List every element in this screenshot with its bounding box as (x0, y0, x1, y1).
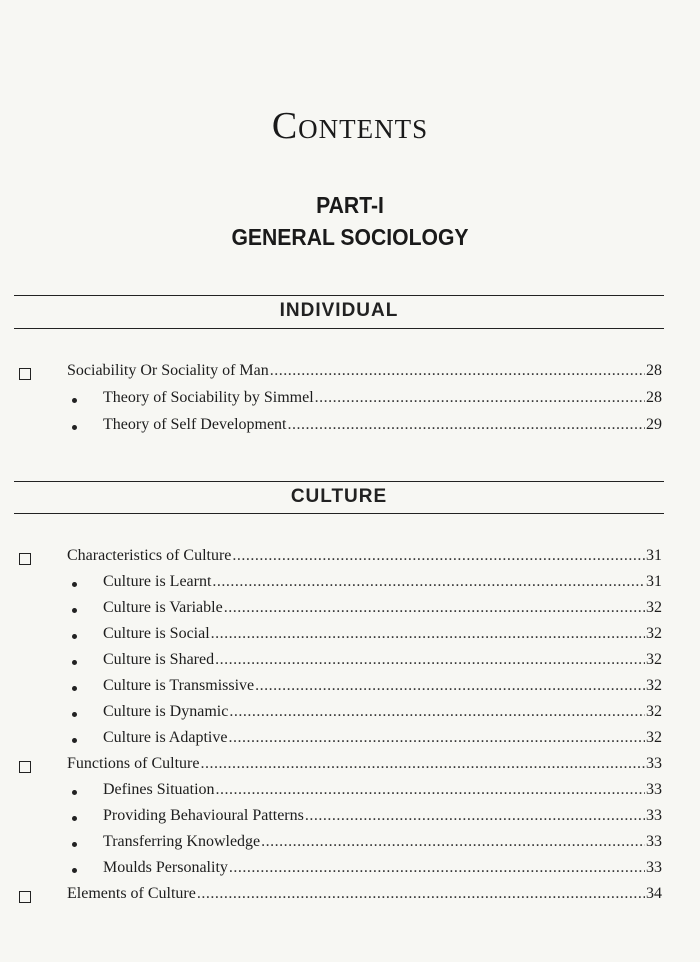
toc-subentry[interactable] (103, 729, 662, 751)
bullet-icon (72, 816, 77, 821)
toc-entry-title: Culture is Learnt (103, 573, 212, 590)
bullet-icon (72, 660, 77, 665)
bullet-icon (72, 398, 77, 403)
dot-leader (216, 781, 645, 799)
toc-subentry[interactable] (103, 625, 662, 647)
dot-leader (212, 573, 645, 591)
toc-subentry[interactable] (103, 703, 662, 725)
toc-entry-title: Culture is Transmissive (103, 677, 255, 694)
toc-entry[interactable] (67, 362, 662, 384)
toc-page-number: 31 (646, 547, 662, 564)
bullet-icon (72, 842, 77, 847)
bullet-icon (72, 686, 77, 691)
toc-entry-title: Culture is Social (103, 625, 210, 642)
section-heading: INDIVIDUAL (279, 300, 399, 321)
toc-entry-title: Culture is Variable (103, 599, 223, 616)
bullet-icon (72, 738, 77, 743)
toc-entry-title: Elements of Culture (67, 885, 196, 902)
part-number: PART-I (316, 192, 384, 218)
part-title: GENERAL SOCIOLOGY (231, 224, 469, 250)
toc-page-number: 32 (646, 625, 662, 642)
toc-subentry[interactable] (103, 599, 662, 621)
toc-entry-title: Defines Situation (103, 781, 215, 798)
toc-entry-title: Moulds Personality (103, 859, 228, 876)
checkbox-icon (19, 553, 31, 565)
dot-leader (288, 416, 646, 434)
toc-page-number: 32 (646, 677, 662, 694)
bullet-icon (72, 425, 77, 430)
dot-leader (200, 755, 645, 773)
toc-entry-title: Functions of Culture (67, 755, 200, 772)
toc-page-number: 33 (646, 781, 662, 798)
section-header-culture (14, 481, 664, 514)
toc-page-number: 28 (646, 389, 662, 406)
toc-page-number: 32 (646, 729, 662, 746)
toc-entry-title: Providing Behavioural Patterns (103, 807, 304, 824)
toc-page-number: 31 (646, 573, 662, 590)
toc-entry-title: Sociability Or Sociality of Man (67, 362, 269, 379)
dot-leader (224, 599, 645, 617)
toc-entry-title: Theory of Self Development (103, 416, 287, 433)
bullet-icon (72, 868, 77, 873)
toc-entry-title: Culture is Shared (103, 651, 215, 668)
toc-subentry[interactable] (103, 573, 662, 595)
checkbox-icon (19, 368, 31, 380)
toc-entry-title: Culture is Adaptive (103, 729, 228, 746)
bullet-icon (72, 790, 77, 795)
toc-page-number: 33 (646, 859, 662, 876)
section-header-individual (14, 295, 664, 329)
dot-leader (232, 547, 645, 565)
dot-leader (261, 833, 645, 851)
section-bottom-rule (14, 513, 664, 514)
toc-subentry[interactable] (103, 651, 662, 673)
toc-entry-title: Culture is Dynamic (103, 703, 229, 720)
bullet-icon (72, 634, 77, 639)
toc-subentry[interactable] (103, 781, 662, 803)
toc-subentry[interactable] (103, 859, 662, 881)
dot-leader (315, 389, 645, 407)
toc-entry[interactable] (67, 547, 662, 569)
section-heading: CULTURE (290, 486, 388, 507)
toc-page-number: 32 (646, 703, 662, 720)
toc-subentry[interactable] (103, 416, 662, 438)
toc-entry-title: Theory of Sociability by Simmel (103, 389, 314, 406)
toc-entry[interactable] (67, 755, 662, 777)
bullet-icon (72, 582, 77, 587)
toc-subentry[interactable] (103, 677, 662, 699)
toc-subentry[interactable] (103, 833, 662, 855)
toc-entry-title: Characteristics of Culture (67, 547, 232, 564)
toc-page-number: 33 (646, 755, 662, 772)
section-bottom-rule (14, 328, 664, 329)
section-top-rule (14, 481, 664, 482)
toc-subentry[interactable] (103, 807, 662, 829)
dot-leader (270, 362, 645, 380)
checkbox-icon (19, 761, 31, 773)
toc-page-number: 32 (646, 599, 662, 616)
toc-page-number: 33 (646, 833, 662, 850)
dot-leader (211, 625, 645, 643)
toc-subentry[interactable] (103, 389, 662, 411)
section-top-rule (14, 295, 664, 296)
toc-page-number: 32 (646, 651, 662, 668)
toc-page-number: 28 (646, 362, 662, 379)
toc-entry-title: Transferring Knowledge (103, 833, 261, 850)
dot-leader (229, 859, 645, 877)
dot-leader (229, 703, 645, 721)
bullet-icon (72, 712, 77, 717)
toc-page-number: 34 (646, 885, 662, 902)
dot-leader (215, 651, 645, 669)
page-title: Contents (271, 105, 429, 147)
toc-page-number: 29 (646, 416, 662, 433)
dot-leader (255, 677, 645, 695)
dot-leader (305, 807, 645, 825)
toc-entry[interactable] (67, 885, 662, 907)
dot-leader (228, 729, 645, 747)
toc-page-number: 33 (646, 807, 662, 824)
bullet-icon (72, 608, 77, 613)
checkbox-icon (19, 891, 31, 903)
dot-leader (197, 885, 645, 903)
